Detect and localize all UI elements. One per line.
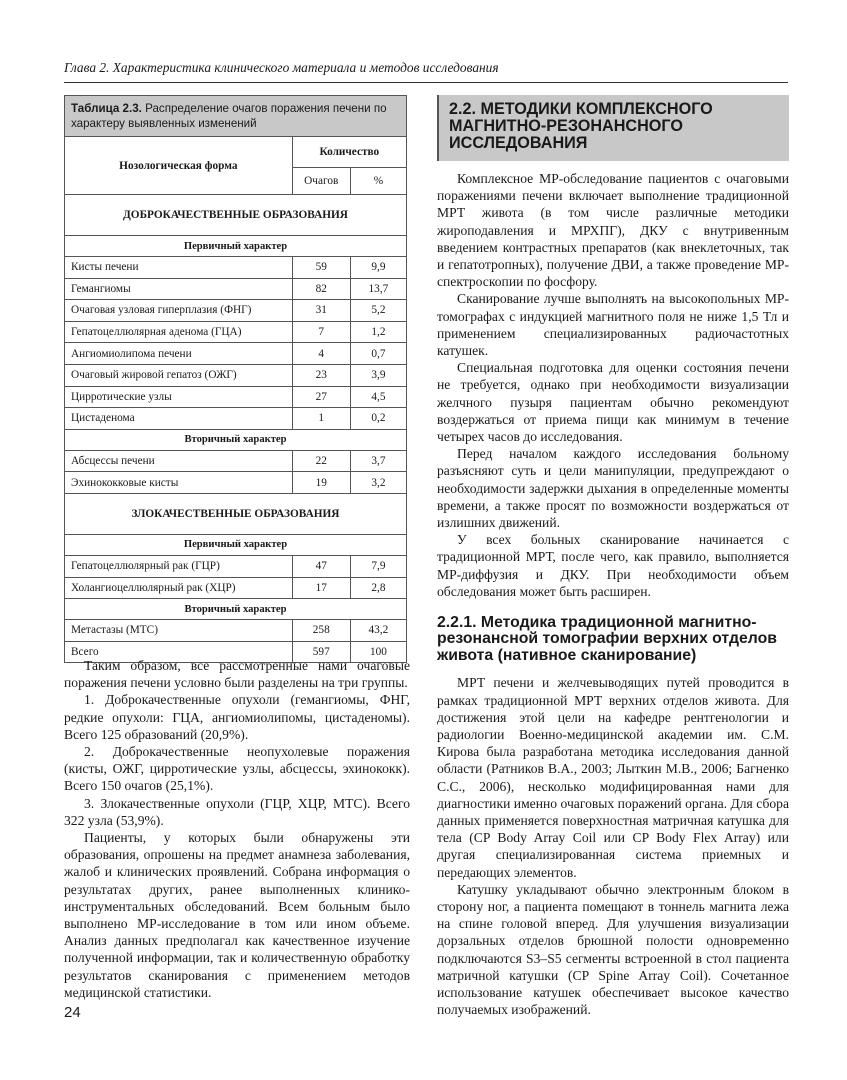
cell-count: 23 [292,364,350,386]
table-row [65,408,407,430]
paragraph: Перед началом каждого исследования больному разъясняют суть и цели манипуляции, предупреждают о необходимости задержки дыхания в определенные моменты времени, а также просят по возможности воздержаться от излишних движений. [437,446,789,531]
subgroup-secondary-malignant: Вторичный характер [65,599,407,620]
table-row [65,472,407,494]
table-row [65,300,407,322]
cell-name: Цирротические узлы [65,386,293,408]
table-row [65,555,407,577]
table-row [65,343,407,365]
cell-percent: 100 [350,641,406,663]
cell-count: 17 [292,577,350,599]
cell-count: 82 [292,278,350,300]
paragraph: Комплексное МР-обследование пациентов с очаговыми поражениями печени включает выполнение традиционной МРТ живота (в том числе различные методики жироподавления и МРХПГ), ДКУ с внутривенным введением контрастных препаратов (как внеклеточных, так и гепатотропных), получение ДВИ, а также проведение МР-спектроскопии по фосфору. [437,171,789,290]
col-header-foci: Очагов [292,168,350,195]
section-heading: 2.2. МЕТОДИКИ КОМПЛЕКСНОГО МАГНИТНО-РЕЗОНАНСНОГО ИССЛЕДОВАНИЯ [437,95,789,161]
cell-count: 1 [292,408,350,430]
table-row [65,321,407,343]
cell-count: 59 [292,257,350,279]
paragraph: 1. Доброкачественные опухоли (гемангиомы, ФНГ, редкие опухоли: ГЦА, ангиомиолипомы, цистаденомы). Всего 125 образований (20,9%). [64,692,410,742]
col-header-name: Нозологическая форма [65,137,293,195]
cell-percent: 2,8 [350,577,406,599]
cell-percent: 0,7 [350,343,406,365]
paragraph: Таким образом, все рассмотренные нами очаговые поражения печени условно были разделены на три группы. [64,658,410,691]
table-row [65,620,407,642]
cell-percent: 9,9 [350,257,406,279]
paragraph: 3. Злокачественные опухоли (ГЦР, ХЦР, МТС). Всего 322 узла (53,9%). [64,795,410,828]
cell-count: 19 [292,472,350,494]
table-row [65,257,407,279]
cell-count: 27 [292,386,350,408]
cell-name: Кисты печени [65,257,293,279]
paragraph: 2. Доброкачественные неопухолевые поражения (кисты, ОЖГ, цирротические узлы, абсцессы, эхинококк). Всего 150 очагов (25,1%). [64,744,410,794]
table-row [65,450,407,472]
paragraph: МРТ печени и желчевыводящих путей проводится в рамках традиционной МРТ верхних отделов живота. Для достижения этой цели на кафедре рентгенологии и радиологии Военно-медицинской академии им. С.М. Кирова была разработана методика исследования данной области (Ратников В.А., 2003; Лыткин М.В., 2006; Багненко С.С., 2006), несколько модифицированная нами для диагностики именно очаговых поражений органа. Для сбора данных применяется поверхностная матричная катушка для тела (CP Body Array Coil или CP Body Flex Array) или другая специализированная система приемных и передающих элементов. [437,675,789,880]
paragraph: Специальная подготовка для оценки состояния печени не требуется, однако при необходимости визуализации желчного пузыря пациентам обычно рекомендуют воздержаться от приема пищи как минимум в течение четырех часов до исследования. [437,360,789,445]
paragraph: Пациенты, у которых были обнаружены эти образования, опрошены на предмет анамнеза заболевания, жалоб и клинических проявлений. Собрана информация о результатах других, ранее выполненных клинико-инструментальных обследований. Всем больным было выполнено МР-исследование в том или ином объеме. Анализ данных предполагал как качественное изучение полученной информации, так и количественную обработку результатов сканирования с применением методов медицинской статистики. [64,830,410,1000]
right-body-text [437,170,789,600]
cell-name: Очаговый жировой гепатоз (ОЖГ) [65,364,293,386]
cell-percent: 5,2 [350,300,406,322]
table-row [65,386,407,408]
cell-name: Гемангиомы [65,278,293,300]
col-header-pct: % [350,168,406,195]
cell-name: Гепатоцеллюлярный рак (ГЦР) [65,555,293,577]
left-body-text [64,657,410,1001]
cell-name: Холангиоцеллюлярный рак (ХЦР) [65,577,293,599]
group-benign: ДОБРОКАЧЕСТВЕННЫЕ ОБРАЗОВАНИЯ [65,195,407,236]
page-number: 24 [64,1004,81,1021]
group-malignant: ЗЛОКАЧЕСТВЕННЫЕ ОБРАЗОВАНИЯ [65,493,407,534]
cell-count: 22 [292,450,350,472]
cell-name: Очаговая узловая гиперплазия (ФНГ) [65,300,293,322]
cell-count: 258 [292,620,350,642]
paragraph: Сканирование лучше выполнять на высокопольных МР-томографах с индукцией магнитного поля не ниже 1,5 Тл и применением специализированных радиочастотных катушек. [437,291,789,359]
cell-name: Ангиомиолипома печени [65,343,293,365]
cell-percent: 13,7 [350,278,406,300]
header-rule [64,82,788,83]
cell-name: Всего [65,641,293,663]
table-row [65,278,407,300]
table-caption-text: Распределение очагов поражения печени по характеру выявленных изменений [71,102,387,130]
paragraph: У всех больных сканирование начинается с традиционной МРТ, после чего, как правило, выполняется МР-диффузия и ДКУ. При необходимости объем обследования может быть расширен. [437,532,789,599]
right-column [437,95,789,1018]
subsection-heading: 2.2.1. Методика традиционной магнитно-резонансной томографии верхних отделов живота (нативное сканирование) [437,614,777,664]
subgroup-row [65,236,407,257]
tbody-malignant-primary [65,555,407,598]
cell-percent: 3,7 [350,450,406,472]
data-table [64,136,407,663]
table-header-row [65,137,407,168]
cell-percent: 3,2 [350,472,406,494]
subgroup-primary-malignant: Первичный характер [65,534,407,555]
cell-name: Цистаденома [65,408,293,430]
cell-percent: 7,9 [350,555,406,577]
tbody-benign-secondary [65,450,407,493]
table-2-3 [64,95,407,663]
subgroup-primary-benign: Первичный характер [65,236,407,257]
cell-percent: 0,2 [350,408,406,430]
cell-count: 47 [292,555,350,577]
table-caption-label: Таблица 2.3. [71,102,142,115]
cell-name: Гепатоцеллюлярная аденома (ГЦА) [65,321,293,343]
cell-count: 31 [292,300,350,322]
group-row-benign [65,195,407,236]
group-row-malignant [65,493,407,534]
cell-name: Метастазы (МТС) [65,620,293,642]
table-row [65,364,407,386]
subgroup-row [65,534,407,555]
table-caption [64,95,407,136]
cell-percent: 4,5 [350,386,406,408]
subgroup-row [65,599,407,620]
cell-count: 597 [292,641,350,663]
cell-name: Эхинококковые кисты [65,472,293,494]
running-header: Глава 2. Характеристика клинического материала и методов исследования [64,60,499,75]
cell-name: Абсцессы печени [65,450,293,472]
col-header-qty: Количество [292,137,406,168]
cell-percent: 1,2 [350,321,406,343]
subgroup-secondary-benign: Вторичный характер [65,429,407,450]
tbody-benign-primary [65,257,407,430]
right-body-text-2 [437,674,789,1018]
cell-percent: 3,9 [350,364,406,386]
cell-count: 7 [292,321,350,343]
paragraph: Катушку укладывают обычно электронным блоком в сторону ног, а пациента помещают в тоннель магнита лежа на спине головой вперед. Для улучшения визуализации дорзальных отделов брюшной полости одновременно подключаются S3–S5 сегменты встроенной в стол пациента матричной катушки (CP Spine Array Coil). Сочетанное использование катушек обеспечивает высокое качество получаемых изображений. [437,881,789,1018]
subgroup-row [65,429,407,450]
table-row [65,577,407,599]
cell-percent: 43,2 [350,620,406,642]
cell-count: 4 [292,343,350,365]
